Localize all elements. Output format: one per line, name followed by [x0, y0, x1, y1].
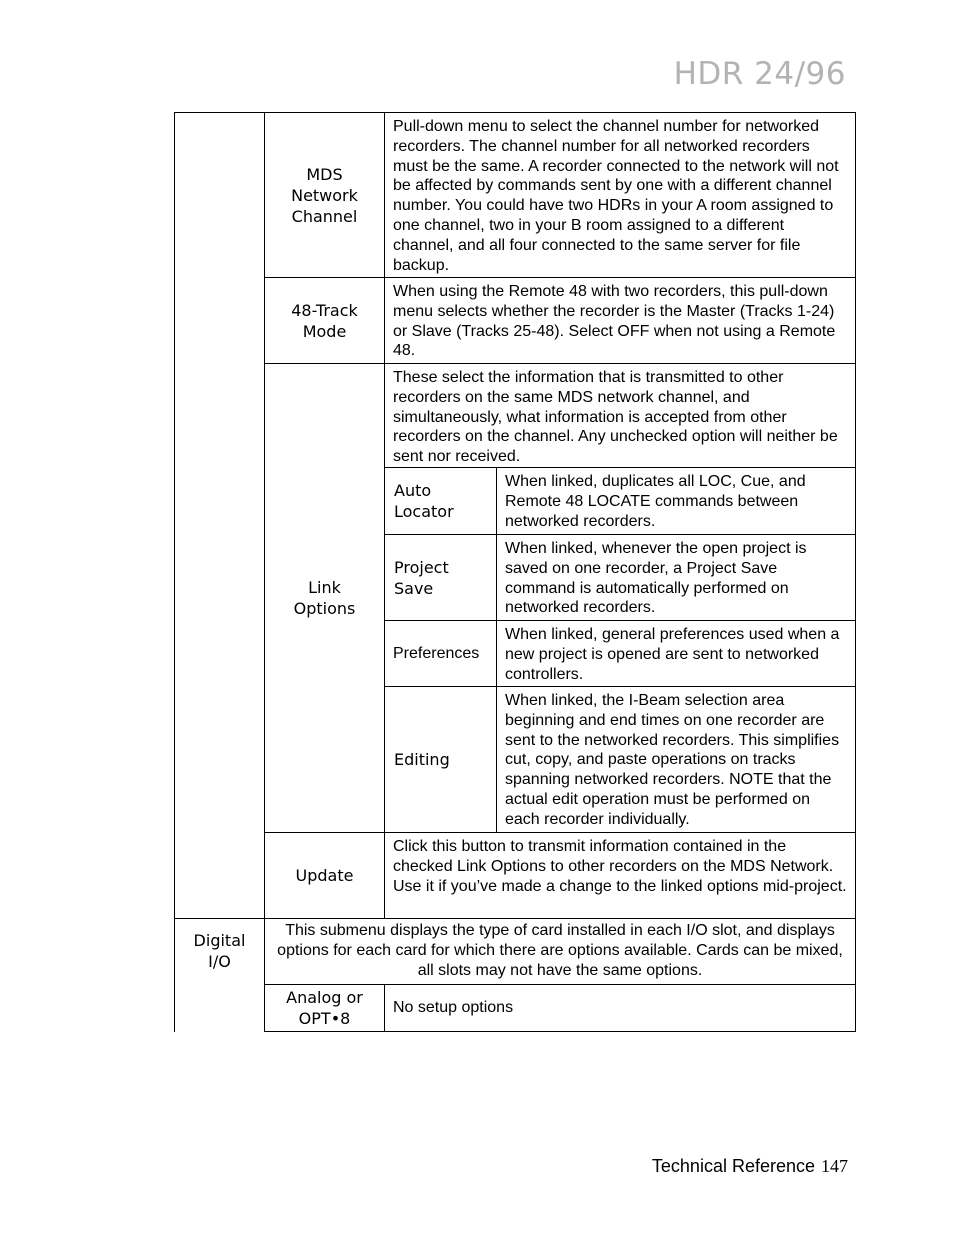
footer-section-title: Technical Reference [651, 1156, 815, 1176]
document-header-title: HDR 24/96 [673, 56, 846, 92]
mds-network-channel-description: Pull-down menu to select the channel number for networked recorders. The channel number for all networked recorders must be the same. A recorder connected to the network will not be affected by commands sent by one with a different channel number. You could have two HDRs in your A room assigned to one channel, two in your B room assigned to a different channel, and all four connected to the same server for file backup. [393, 118, 839, 274]
preferences-label: Preferences [393, 644, 480, 662]
track48-mode-description: When using the Remote 48 with two recorders, this pull-down menu selects whether the recorder is the Master (Tracks 1-24) or Slave (Tracks 25-48). Select OFF when not using a Remote 48. [393, 283, 836, 360]
auto-locator-description: When linked, duplicates all LOC, Cue, and Remote 48 LOCATE commands between networked recorders. [505, 473, 806, 530]
analog-opt8-description: No setup options [393, 999, 514, 1017]
digital-io-label: Digital I/O [193, 931, 246, 971]
link-options-label: Link Options [293, 578, 356, 618]
editing-label: Editing [394, 750, 450, 769]
auto-locator-label: Auto Locator [394, 481, 454, 521]
link-options-description: These select the information that is transmitted to other recorders on the same MDS network channel, and simultaneously, what information is accepted from other recorders on the channel. Any unchecked option will neither be sent nor received. [393, 369, 838, 466]
analog-opt8-label: Analog or OPT•8 [286, 988, 363, 1028]
page-number: 147 [821, 1156, 848, 1176]
project-save-description: When linked, whenever the open project is saved on one recorder, a Project Save command is automatically performed on networked recorders. [505, 540, 807, 617]
update-label: Update [295, 866, 354, 885]
project-save-label: Project Save [394, 557, 449, 598]
editing-description: When linked, the I-Beam selection area beginning and end times on one recorder are sent to the networked recorders. This simplifies cut, copy, and paste operations on tracks spanning networked recorders. NOTE that the actual edit operation must be performed on each recorder individually. [505, 692, 840, 828]
update-description: Click this button to transmit information contained in the checked Link Options to other recorders on the MDS Network. Use it if you’ve made a change to the linked options mid-project. [393, 838, 847, 895]
preferences-description: When linked, general preferences used when a new project is opened are sent to networked controllers. [505, 626, 840, 683]
page-footer [652, 1156, 848, 1177]
digital-io-description: This submenu displays the type of card installed in each I/O slot, and displays options for each card for which there are options available. Cards can be mixed, all slots may not have the same options. [277, 922, 843, 979]
mds-network-channel-label: MDS Network Channel [291, 164, 358, 226]
track48-mode-label: 48-Track Mode [291, 300, 358, 341]
